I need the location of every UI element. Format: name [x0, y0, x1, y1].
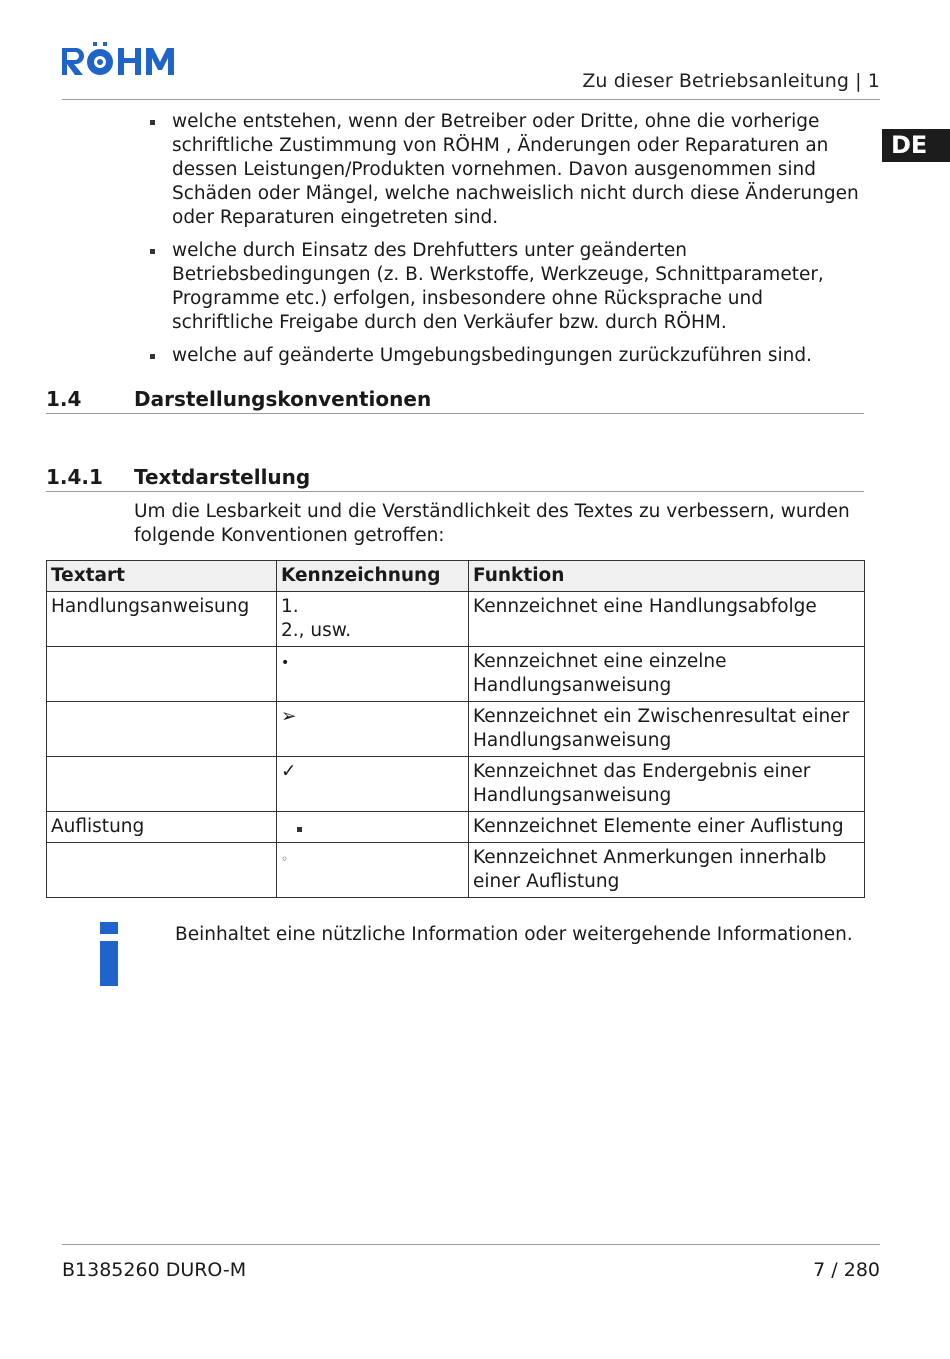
cell-textart — [47, 843, 277, 898]
cell-funktion: Kennzeichnet Elemente einer Auflistung — [469, 812, 865, 843]
cell-kennzeichnung — [277, 812, 469, 843]
table-row — [47, 843, 865, 898]
cell-funktion: Kennzeichnet Anmerkungen innerhalb einer Auflistung — [469, 843, 865, 898]
list-item: welche auf geänderte Umgebungsbedingungen zurückzuführen sind. — [146, 344, 860, 368]
cell-funktion: Kennzeichnet ein Zwischenresultat einer Handlungsanweisung — [469, 702, 865, 757]
header-divider — [62, 99, 880, 100]
document-id: B1385260 DURO-M — [62, 1259, 247, 1281]
info-note-text: Beinhaltet eine nützliche Information oder weitergehende Informationen. — [175, 924, 853, 945]
cell-funktion: Kennzeichnet eine einzelne Handlungsanweisung — [469, 647, 865, 702]
cell-kennzeichnung — [277, 757, 469, 812]
section-heading-1-4 — [46, 387, 864, 414]
info-icon — [100, 922, 118, 986]
column-header-textart: Textart — [47, 561, 277, 592]
roehm-logo — [62, 42, 190, 76]
square-bullet-icon — [150, 120, 155, 125]
cell-funktion: Kennzeichnet eine Handlungsabfolge — [469, 592, 865, 647]
table-row — [47, 702, 865, 757]
column-header-kennzeichnung: Kennzeichnung — [277, 561, 469, 592]
header-title: Zu dieser Betriebsanleitung | 1 — [582, 70, 880, 92]
conventions-table — [46, 560, 865, 898]
table-row — [47, 757, 865, 812]
section-title: Darstellungskonventionen — [134, 387, 432, 411]
square-bullet-icon — [150, 249, 155, 254]
section-number: 1.4.1 — [46, 465, 103, 489]
table-row — [47, 647, 865, 702]
bullet-icon: • — [281, 655, 290, 671]
cell-textart: Handlungsanweisung — [47, 592, 277, 647]
section-title: Textdarstellung — [134, 465, 311, 489]
circle-bullet-icon: ◦ — [281, 852, 289, 866]
bullet-list — [146, 110, 860, 377]
square-bullet-icon — [150, 354, 155, 359]
cell-kennzeichnung — [277, 843, 469, 898]
table-header-row — [47, 561, 865, 592]
cell-textart — [47, 702, 277, 757]
checkmark-icon: ✓ — [281, 761, 297, 782]
list-item: welche durch Einsatz des Drehfutters unter geänderten Betriebsbedingungen (z. B. Werkstoffe, Werkzeuge, Schnittparameter, Programme etc.) erfolgen, insbesondere ohne Rücksprache und schriftliche Freigabe durch den Verkäufer bzw. durch RÖHM. — [146, 239, 860, 335]
list-item: welche entstehen, wenn der Betreiber oder Dritte, ohne die vorherige schriftliche Zustimmung von RÖHM , Änderungen oder Reparaturen an dessen Leistungen/Produkten vornehmen. Davon ausgenommen sind Schäden oder Mängel, welche nachweislich nicht durch diese Änderungen oder Reparaturen eingetreten sind. — [146, 110, 860, 230]
cell-kennzeichnung — [277, 647, 469, 702]
table-row — [47, 812, 865, 843]
cell-kennzeichnung: 1. 2., usw. — [277, 592, 469, 647]
section-heading-1-4-1 — [46, 465, 864, 492]
cell-funktion: Kennzeichnet das Endergebnis einer Handlungsanweisung — [469, 757, 865, 812]
footer-divider — [62, 1244, 880, 1245]
cell-textart — [47, 647, 277, 702]
column-header-funktion: Funktion — [469, 561, 865, 592]
square-bullet-icon — [297, 827, 302, 832]
page-number: 7 / 280 — [813, 1259, 880, 1281]
arrowhead-icon: ➢ — [281, 706, 297, 727]
cell-textart: Auflistung — [47, 812, 277, 843]
cell-textart — [47, 757, 277, 812]
cell-kennzeichnung — [277, 702, 469, 757]
language-tab: DE — [882, 129, 950, 162]
section-number: 1.4 — [46, 387, 82, 411]
intro-paragraph: Um die Lesbarkeit und die Verständlichkeit des Textes zu verbessern, wurden folgende Konventionen getroffen: — [134, 501, 850, 546]
table-row — [47, 592, 865, 647]
